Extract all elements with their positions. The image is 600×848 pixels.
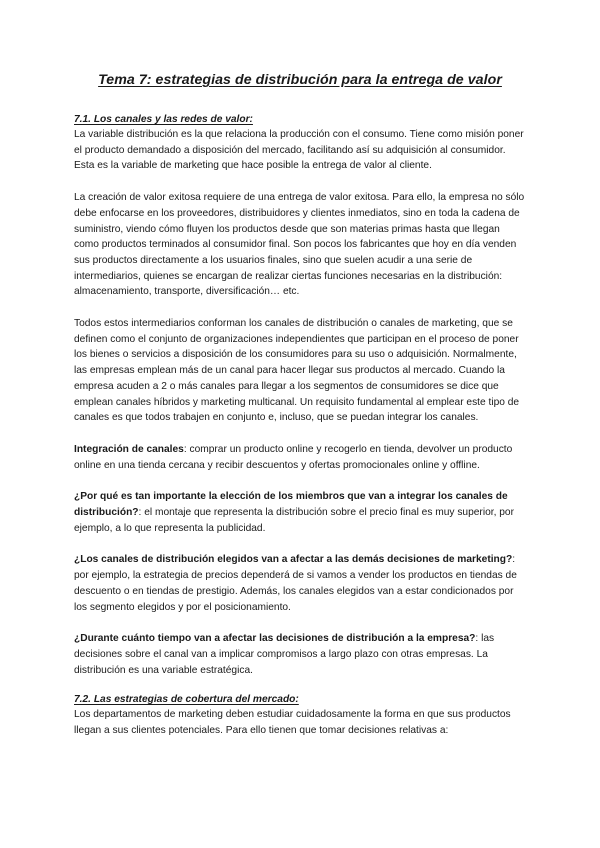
document-title: Tema 7: estrategias de distribución para la entrega de valor: [98, 72, 502, 88]
term-channel-integration: Integración de canales: [74, 443, 184, 455]
paragraph-channel-integration: [74, 442, 526, 473]
paragraph-intermediaries: Todos estos intermediarios conforman los canales de distribución o canales de marketing, que se definen como el conjunto de organizaciones independientes que participan en el proceso de poner los bienes o servicios a disposición de los consumidores para su uso o adquisición. Normalmente, las empresas emplean más de un canal para hacer llegar sus productos al mercado. Cuando la empresa acuden a 2 o más canales para llegar a los segmentos de consumidores se dice que emplean canales híbridos y marketing multicanal. Un requisito fundamental al emplear este tipo de canales es que todos trabajen en conjunto e, incluso, que se puedan integrar los canales.: [74, 318, 520, 424]
question-importance: ¿Por qué es tan importante la elección de los miembros que van a integrar los canales de distribución?: [74, 491, 508, 519]
paragraph-market-coverage: Los departamentos de marketing deben estudiar cuidadosamente la forma en que sus productos llegan a sus clientes potenciales. Para ello tienen que tomar decisiones relativas a:: [74, 709, 511, 737]
section-heading-7-2: 7.2. Las estrategias de cobertura del mercado:: [74, 694, 299, 706]
paragraph-distribution-variable: La variable distribución es la que relaciona la producción con el consumo. Tiene como misión poner el producto demandado a disposición del mercado, facilitando así su adquisición al consumidor. Esta es la variable de marketing que hace posible la entrega de valor al cliente.: [74, 129, 524, 172]
answer-other-decisions: : por ejemplo, la estrategia de precios dependerá de si vamos a vender los productos en tiendas de descuento o en tiendas de prestigio. Además, los canales elegidos van a estar condicionados por los segmento elegidos y por el posicionamiento.: [74, 554, 517, 613]
question-other-decisions: ¿Los canales de distribución elegidos van a afectar a las demás decisiones de marketing?: [74, 554, 513, 566]
paragraph-question-duration: [74, 631, 526, 678]
paragraph-question-other-decisions: [74, 552, 526, 615]
answer-importance: : el montaje que representa la distribución sobre el precio final es muy superior, por ejemplo, a lo que representa la publicidad.: [74, 507, 514, 534]
answer-duration: : las decisiones sobre el canal van a implicar compromisos a largo plazo con otras empresas. La distribución es una variable estratégica.: [74, 633, 495, 676]
paragraph-value-creation: La creación de valor exitosa requiere de una entrega de valor exitosa. Para ello, la empresa no sólo debe enfocarse en los proveedores, distribuidores y clientes inmediatos, sino en toda la cadena de suministro, viendo cómo fluyen los productos desde que son materias primas hasta que llegan como productos terminados al consumidor final. Son pocos los fabricantes que hoy en día venden sus productos directamente a los usuarios finales, sino que suelen acudir a una serie de intermediarios, quienes se encargan de realizar ciertas funciones necesarias en la distribución: almacenamiento, transporte, diversificación… etc.: [74, 192, 525, 298]
paragraph-question-importance: [74, 489, 526, 536]
definition-channel-integration: : comprar un producto online y recogerlo en tienda, devolver un producto online en una tienda cercana y recibir descuentos y ofertas promocionales online y offline.: [74, 443, 513, 471]
question-duration: ¿Durante cuánto tiempo van a afectar las decisiones de distribución a la empresa?: [74, 633, 476, 645]
section-heading-7-1: 7.1. Los canales y las redes de valor:: [74, 114, 253, 125]
